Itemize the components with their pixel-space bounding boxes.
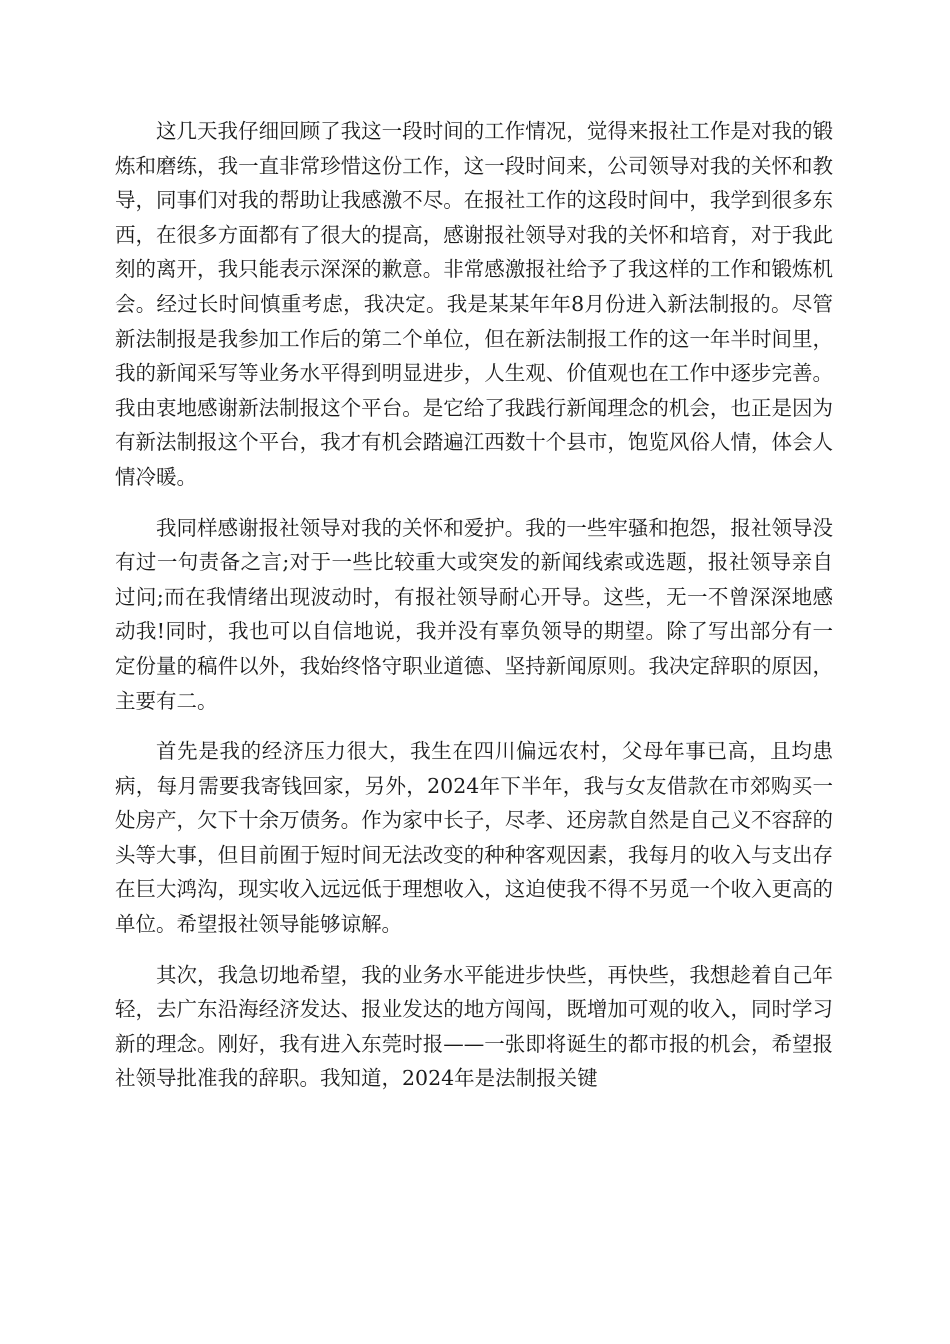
paragraph-1: 这几天我仔细回顾了我这一段时间的工作情况，觉得来报社工作是对我的锻炼和磨练，我一直非常珍惜这份工作，这一段时间来，公司领导对我的关怀和教导，同事们对我的帮助让我感激不尽。在报社工作的这段时间中，我学到很多东西，在很多方面都有了很大的提高，感谢报社领导对我的关怀和培育，对于我此刻的离开，我只能表示深深的歉意。非常感激报社给予了我这样的工作和锻炼机会。经过长时间慎重考虑，我决定。我是某某年年8月份进入新法制报的。尽管新法制报是我参加工作后的第二个单位，但在新法制报工作的这一年半时间里，我的新闻采写等业务水平得到明显进步，人生观、价值观也在工作中逐步完善。我由衷地感谢新法制报这个平台。是它给了我践行新闻理念的机会，也正是因为有新法制报这个平台，我才有机会踏遍江西数十个县市，饱览风俗人情，体会人情冷暖。	[115, 119, 833, 489]
paragraph-3: 首先是我的经济压力很大，我生在四川偏远农村，父母年事已高，且均患病，每月需要我寄钱回家，另外，2024年下半年，我与女友借款在市郊购买一处房产，欠下十余万债务。作为家中长子，尽孝、还房款自然是自己义不容辞的头等大事，但目前囿于短时间无法改变的种种客观因素，我每月的收入与支出存在巨大鸿沟，现实收入远远低于理想收入，这迫使我不得不另觅一个收入更高的单位。希望报社领导能够谅解。	[115, 739, 833, 937]
document-page	[115, 114, 833, 1096]
paragraph-4: 其次，我急切地希望，我的业务水平能进步快些，再快些，我想趁着自己年轻，去广东沿海经济发达、报业发达的地方闯闯，既增加可观的收入，同时学习新的理念。刚好，我有进入东莞时报——一张即将诞生的都市报的机会，希望报社领导批准我的辞职。我知道，2024年是法制报关键	[115, 962, 833, 1091]
paragraph-2: 我同样感谢报社领导对我的关怀和爱护。我的一些牢骚和抱怨，报社领导没有过一句责备之言;对于一些比较重大或突发的新闻线索或选题，报社领导亲自过问;而在我情绪出现波动时，有报社领导耐心开导。这些，无一不曾深深地感动我!同时，我也可以自信地说，我并没有辜负领导的期望。除了写出部分有一定份量的稿件以外，我始终恪守职业道德、坚持新闻原则。我决定辞职的原因，主要有二。	[115, 515, 833, 713]
